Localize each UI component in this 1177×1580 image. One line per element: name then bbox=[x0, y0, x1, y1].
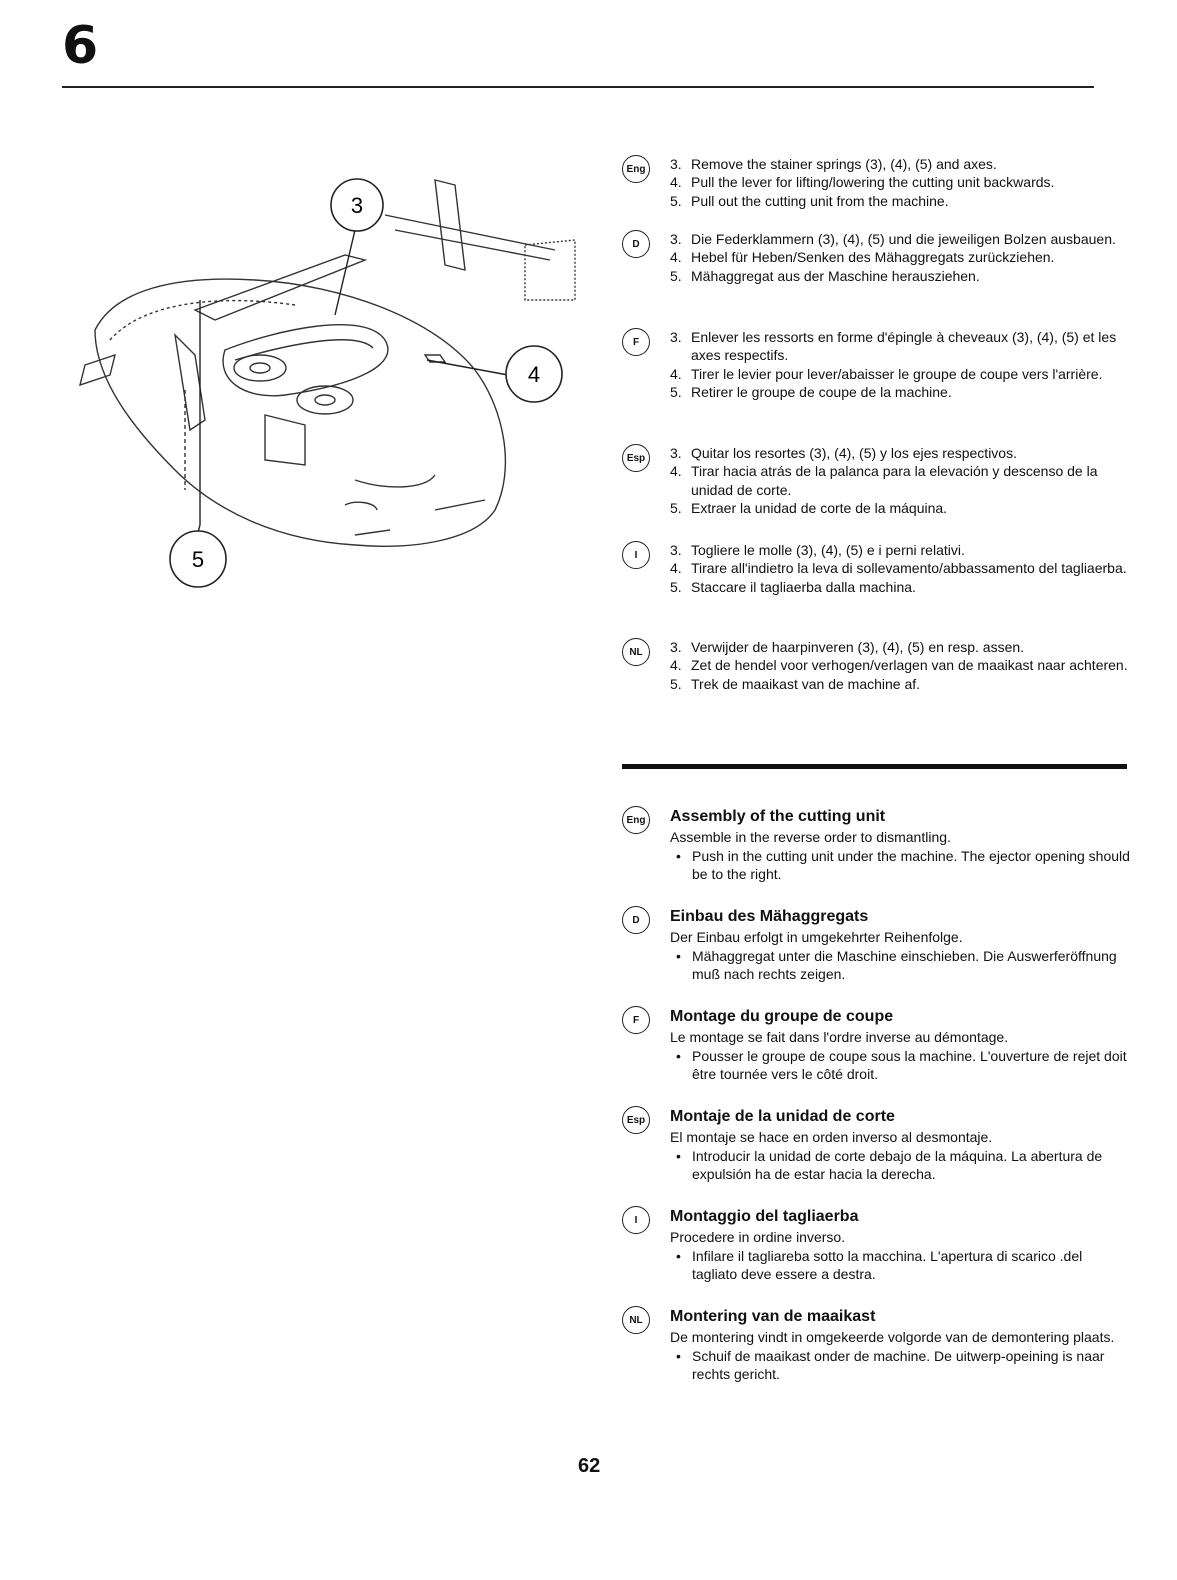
step-item: 5. Extraer la unidad de corte de la máquina. bbox=[670, 500, 948, 517]
step-item: 4. Pull the lever for lifting/lowering the cutting unit backwards. bbox=[670, 174, 1055, 191]
lifting-frame bbox=[195, 255, 365, 320]
section-intro: El montaje se hace en orden inverso al desmontaje. bbox=[670, 1129, 993, 1145]
callout-5-label: 5 bbox=[191, 547, 205, 572]
pulley-left bbox=[234, 355, 286, 381]
bullet-item: • Push in the cutting unit under the machine. The ejector opening should be to the right. bbox=[676, 847, 1130, 882]
step-item: 3. Remove the stainer springs (3), (4), (5) and axes. bbox=[670, 156, 997, 172]
lang-badge-f: F bbox=[622, 1006, 650, 1034]
step-item: 5. Trek de maaikast van de machine af. bbox=[670, 675, 921, 692]
step-item: 4. Hebel für Heben/Senken des Mähaggregats zurückziehen. bbox=[670, 249, 1055, 266]
lang-badge-esp: Esp bbox=[622, 1106, 650, 1134]
callout-4 bbox=[506, 346, 562, 402]
bullet-item: • Introducir la unidad de corte debajo de la máquina. La abertura de expulsión ha de estar hacia la derecha. bbox=[676, 1147, 1103, 1182]
lang-badge-d: D bbox=[622, 906, 650, 934]
step-item: 5. Pull out the cutting unit from the machine. bbox=[670, 192, 949, 209]
bullet-item: • Mähaggregat unter die Maschine einschieben. Die Auswerferöffnung muß nach rechts zeigen. bbox=[676, 947, 1117, 982]
lang-badge-f: F bbox=[622, 328, 650, 356]
section-intro: Der Einbau erfolgt in umgekehrter Reihenfolge. bbox=[670, 929, 963, 945]
callout-5 bbox=[170, 531, 226, 587]
section-intro: Assemble in the reverse order to dismantling. bbox=[670, 829, 951, 845]
step-item: 3. Enlever les ressorts en forme d'épingle à cheveaux (3), (4), (5) et les axes respectifs. bbox=[670, 329, 1117, 364]
header-rule bbox=[62, 86, 1094, 88]
section-intro: De montering vindt in omgekeerde volgorde van de demontering plaats. bbox=[670, 1329, 1115, 1345]
chapter-number: 6 bbox=[62, 16, 99, 76]
bullet-item: • Pousser le groupe de coupe sous la machine. L'ouverture de rejet doit être tournée vers le côté droit. bbox=[676, 1047, 1127, 1082]
step-item: 4. Zet de hendel voor verhogen/verlagen van de maaikast naar achteren. bbox=[670, 657, 1128, 674]
step-item: 4. Tirare all'indietro la leva di sollevamento/abbassamento del tagliaerba. bbox=[670, 560, 1127, 577]
bullet-item: • Infilare il tagliareba sotto la macchina. L'apertura di scarico .del tagliato deve essere a destra. bbox=[676, 1247, 1083, 1282]
section-divider bbox=[622, 764, 1127, 769]
callout-3 bbox=[331, 179, 383, 231]
step-item: 4. Tirer le levier pour lever/abaisser le groupe de coupe vers l'arrière. bbox=[670, 365, 1103, 382]
cutting-unit-illustration bbox=[55, 160, 615, 600]
lang-badge-d: D bbox=[622, 230, 650, 258]
step-item: 5. Mähaggregat aus der Maschine herausziehen. bbox=[670, 267, 980, 284]
step-item: 3. Quitar los resortes (3), (4), (5) y los ejes respectivos. bbox=[670, 445, 1017, 461]
lang-badge-esp: Esp bbox=[622, 444, 650, 472]
step-item: 3. Die Federklammern (3), (4), (5) und die jeweiligen Bolzen ausbauen. bbox=[670, 231, 1116, 247]
step-item: 3. Verwijder de haarpinveren (3), (4), (5) en resp. assen. bbox=[670, 639, 1025, 655]
lang-badge-i: I bbox=[622, 541, 650, 569]
step-item: 5. Staccare il tagliaerba dalla machina. bbox=[670, 578, 916, 595]
section-heading: Montage du groupe de coupe bbox=[670, 1008, 894, 1025]
step-item: 3. Togliere le molle (3), (4), (5) e i perni relativi. bbox=[670, 542, 965, 558]
bullet-item: • Schuif de maaikast onder de machine. De uitwerp-opeining is naar rechts gericht. bbox=[676, 1347, 1105, 1382]
lang-badge-nl: NL bbox=[622, 1306, 650, 1334]
step-item: 5. Retirer le groupe de coupe de la machine. bbox=[670, 384, 952, 401]
lang-badge-nl: NL bbox=[622, 638, 650, 666]
lang-badge-eng: Eng bbox=[622, 806, 650, 834]
section-heading: Einbau des Mähaggregats bbox=[670, 908, 869, 925]
lang-badge-i: I bbox=[622, 1206, 650, 1234]
section-heading: Montaggio del tagliaerba bbox=[670, 1208, 859, 1225]
section-intro: Procedere in ordine inverso. bbox=[670, 1229, 846, 1245]
deck-outline bbox=[95, 279, 505, 546]
callout-4-label: 4 bbox=[527, 362, 541, 387]
section-heading: Montaje de la unidad de corte bbox=[670, 1108, 895, 1125]
drive-belt bbox=[223, 325, 388, 396]
lang-badge-eng: Eng bbox=[622, 155, 650, 183]
callout-3-label: 3 bbox=[350, 193, 364, 218]
page-number: 62 bbox=[578, 1455, 601, 1477]
section-heading: Montering van de maaikast bbox=[670, 1308, 876, 1325]
section-intro: Le montage se fait dans l'ordre inverse au démontage. bbox=[670, 1029, 1009, 1045]
section-heading: Assembly of the cutting unit bbox=[670, 808, 886, 825]
pulley-right bbox=[297, 386, 353, 414]
step-item: 4. Tirar hacia atrás de la palanca para la elevación y descenso de la unidad de corte. bbox=[670, 463, 1098, 498]
